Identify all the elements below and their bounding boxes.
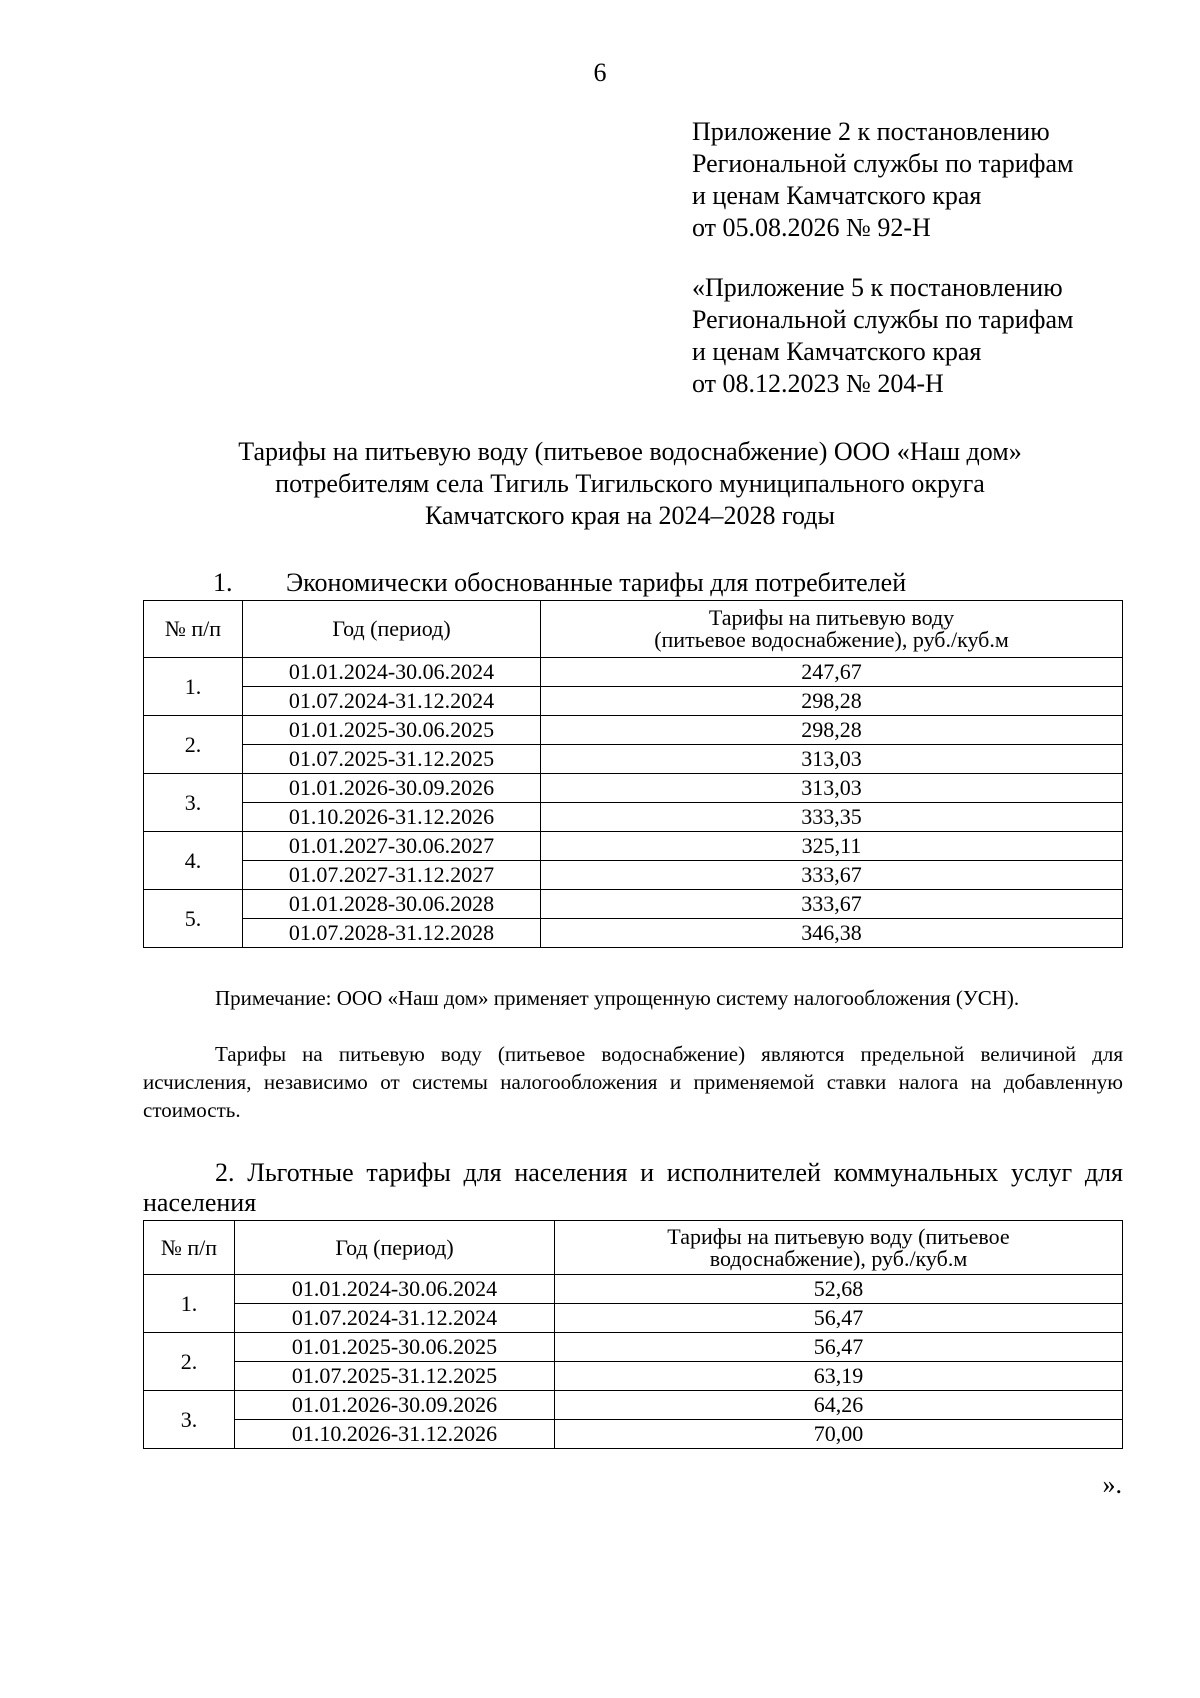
table-header-row	[144, 1221, 1123, 1275]
header-tariff	[541, 601, 1123, 658]
header-tariff-line: водоснабжение), руб./куб.м	[709, 1245, 968, 1271]
tariff-value-cell: 333,35	[541, 803, 1123, 832]
table-row	[144, 832, 1123, 861]
tariff-value-cell: 333,67	[541, 890, 1123, 919]
table-row	[144, 687, 1123, 716]
document-title	[130, 436, 1130, 532]
period-cell: 01.07.2028-31.12.2028	[243, 919, 541, 948]
table-row	[144, 919, 1123, 948]
header-period: Год (период)	[243, 601, 541, 658]
appendix-header	[692, 116, 1152, 244]
row-number: 3.	[144, 1391, 235, 1449]
closing-quote: ».	[1102, 1470, 1122, 1499]
section1-number: 1.	[213, 568, 233, 597]
header-num: № п/п	[144, 1221, 235, 1275]
title-line: Камчатского края на 2024–2028 годы	[424, 501, 836, 530]
tariff-value-cell: 313,03	[541, 745, 1123, 774]
table-row	[144, 658, 1123, 687]
tariff-value-cell: 313,03	[541, 774, 1123, 803]
appendix-line: от 05.08.2026 № 92-Н	[692, 213, 931, 242]
period-cell: 01.10.2026-31.12.2026	[243, 803, 541, 832]
tariff-value-cell: 325,11	[541, 832, 1123, 861]
appendix-line: Региональной службы по тарифам	[692, 149, 1074, 178]
tariff-value-cell: 56,47	[555, 1304, 1123, 1333]
header-tariff-line: Тарифы на питьевую воду	[708, 605, 955, 630]
row-number: 3.	[144, 774, 243, 832]
table-row	[144, 803, 1123, 832]
period-cell: 01.07.2025-31.12.2025	[235, 1362, 555, 1391]
tariff-value-cell: 298,28	[541, 687, 1123, 716]
section1-heading: Экономически обоснованные тарифы для потребителей	[286, 568, 907, 597]
tariff-table-2	[143, 1220, 1123, 1449]
header-period: Год (период)	[235, 1221, 555, 1275]
tariff-value-cell: 64,26	[555, 1391, 1123, 1420]
period-cell: 01.01.2025-30.06.2025	[235, 1333, 555, 1362]
table-row	[144, 890, 1123, 919]
period-cell: 01.01.2028-30.06.2028	[243, 890, 541, 919]
table-row	[144, 774, 1123, 803]
appendix-line: от 08.12.2023 № 204-Н	[692, 369, 944, 398]
period-cell: 01.01.2026-30.09.2026	[243, 774, 541, 803]
page-number: 6	[593, 58, 607, 87]
header-tariff	[555, 1221, 1123, 1275]
title-line: потребителям села Тигиль Тигильского муниципального округа	[275, 469, 985, 498]
table-row	[144, 745, 1123, 774]
tariff-table-1	[143, 600, 1123, 948]
table-row	[144, 1391, 1123, 1420]
tariff-value-cell: 247,67	[541, 658, 1123, 687]
row-number: 2.	[144, 716, 243, 774]
period-cell: 01.01.2024-30.06.2024	[243, 658, 541, 687]
header-tariff-line: (питьевое водоснабжение), руб./куб.м	[654, 627, 1009, 652]
period-cell: 01.07.2024-31.12.2024	[243, 687, 541, 716]
period-cell: 01.07.2025-31.12.2025	[243, 745, 541, 774]
table-row	[144, 861, 1123, 890]
period-cell: 01.10.2026-31.12.2026	[235, 1420, 555, 1449]
note-paragraph: Тарифы на питьевую воду (питьевое водоснабжение) являются предельной величиной для исчисления, независимо от системы налогообложения и применяемой ставки налога на добавленную стоимость.	[143, 1042, 1123, 1122]
row-number: 1.	[144, 1275, 235, 1333]
appendix-line: Приложение 2 к постановлению	[692, 117, 1050, 146]
tariff-value-cell: 333,67	[541, 861, 1123, 890]
section2-heading: 2. Льготные тарифы для населения и исполнителей коммунальных услуг для населения	[143, 1158, 1123, 1217]
tariff-value-cell: 63,19	[555, 1362, 1123, 1391]
appendix-line: и ценам Камчатского края	[692, 181, 982, 210]
row-number: 1.	[144, 658, 243, 716]
tariff-value-cell: 346,38	[541, 919, 1123, 948]
tariff-value-cell: 52,68	[555, 1275, 1123, 1304]
period-cell: 01.01.2027-30.06.2027	[243, 832, 541, 861]
period-cell: 01.01.2024-30.06.2024	[235, 1275, 555, 1304]
table-row	[144, 1333, 1123, 1362]
header-num: № п/п	[144, 601, 243, 658]
table-row	[144, 1362, 1123, 1391]
period-cell: 01.07.2024-31.12.2024	[235, 1304, 555, 1333]
note-paragraph: Примечание: ООО «Наш дом» применяет упрощенную систему налогообложения (УСН).	[215, 986, 1020, 1010]
row-number: 4.	[144, 832, 243, 890]
row-number: 5.	[144, 890, 243, 948]
period-cell: 01.01.2026-30.09.2026	[235, 1391, 555, 1420]
table-row	[144, 1304, 1123, 1333]
tariff-value-cell: 298,28	[541, 716, 1123, 745]
table-row	[144, 1275, 1123, 1304]
appendix-line: и ценам Камчатского края	[692, 337, 982, 366]
appendix-quoted-header	[692, 272, 1152, 400]
table-header-row	[144, 601, 1123, 658]
period-cell: 01.01.2025-30.06.2025	[243, 716, 541, 745]
header-tariff-line: Тарифы на питьевую воду (питьевое	[667, 1223, 1010, 1249]
appendix-line: «Приложение 5 к постановлению	[692, 273, 1063, 302]
table-row	[144, 1420, 1123, 1449]
tariff-value-cell: 56,47	[555, 1333, 1123, 1362]
appendix-line: Региональной службы по тарифам	[692, 305, 1074, 334]
title-line: Тарифы на питьевую воду (питьевое водоснабжение) ООО «Наш дом»	[238, 437, 1022, 466]
tariff-value-cell: 70,00	[555, 1420, 1123, 1449]
period-cell: 01.07.2027-31.12.2027	[243, 861, 541, 890]
table-row	[144, 716, 1123, 745]
row-number: 2.	[144, 1333, 235, 1391]
